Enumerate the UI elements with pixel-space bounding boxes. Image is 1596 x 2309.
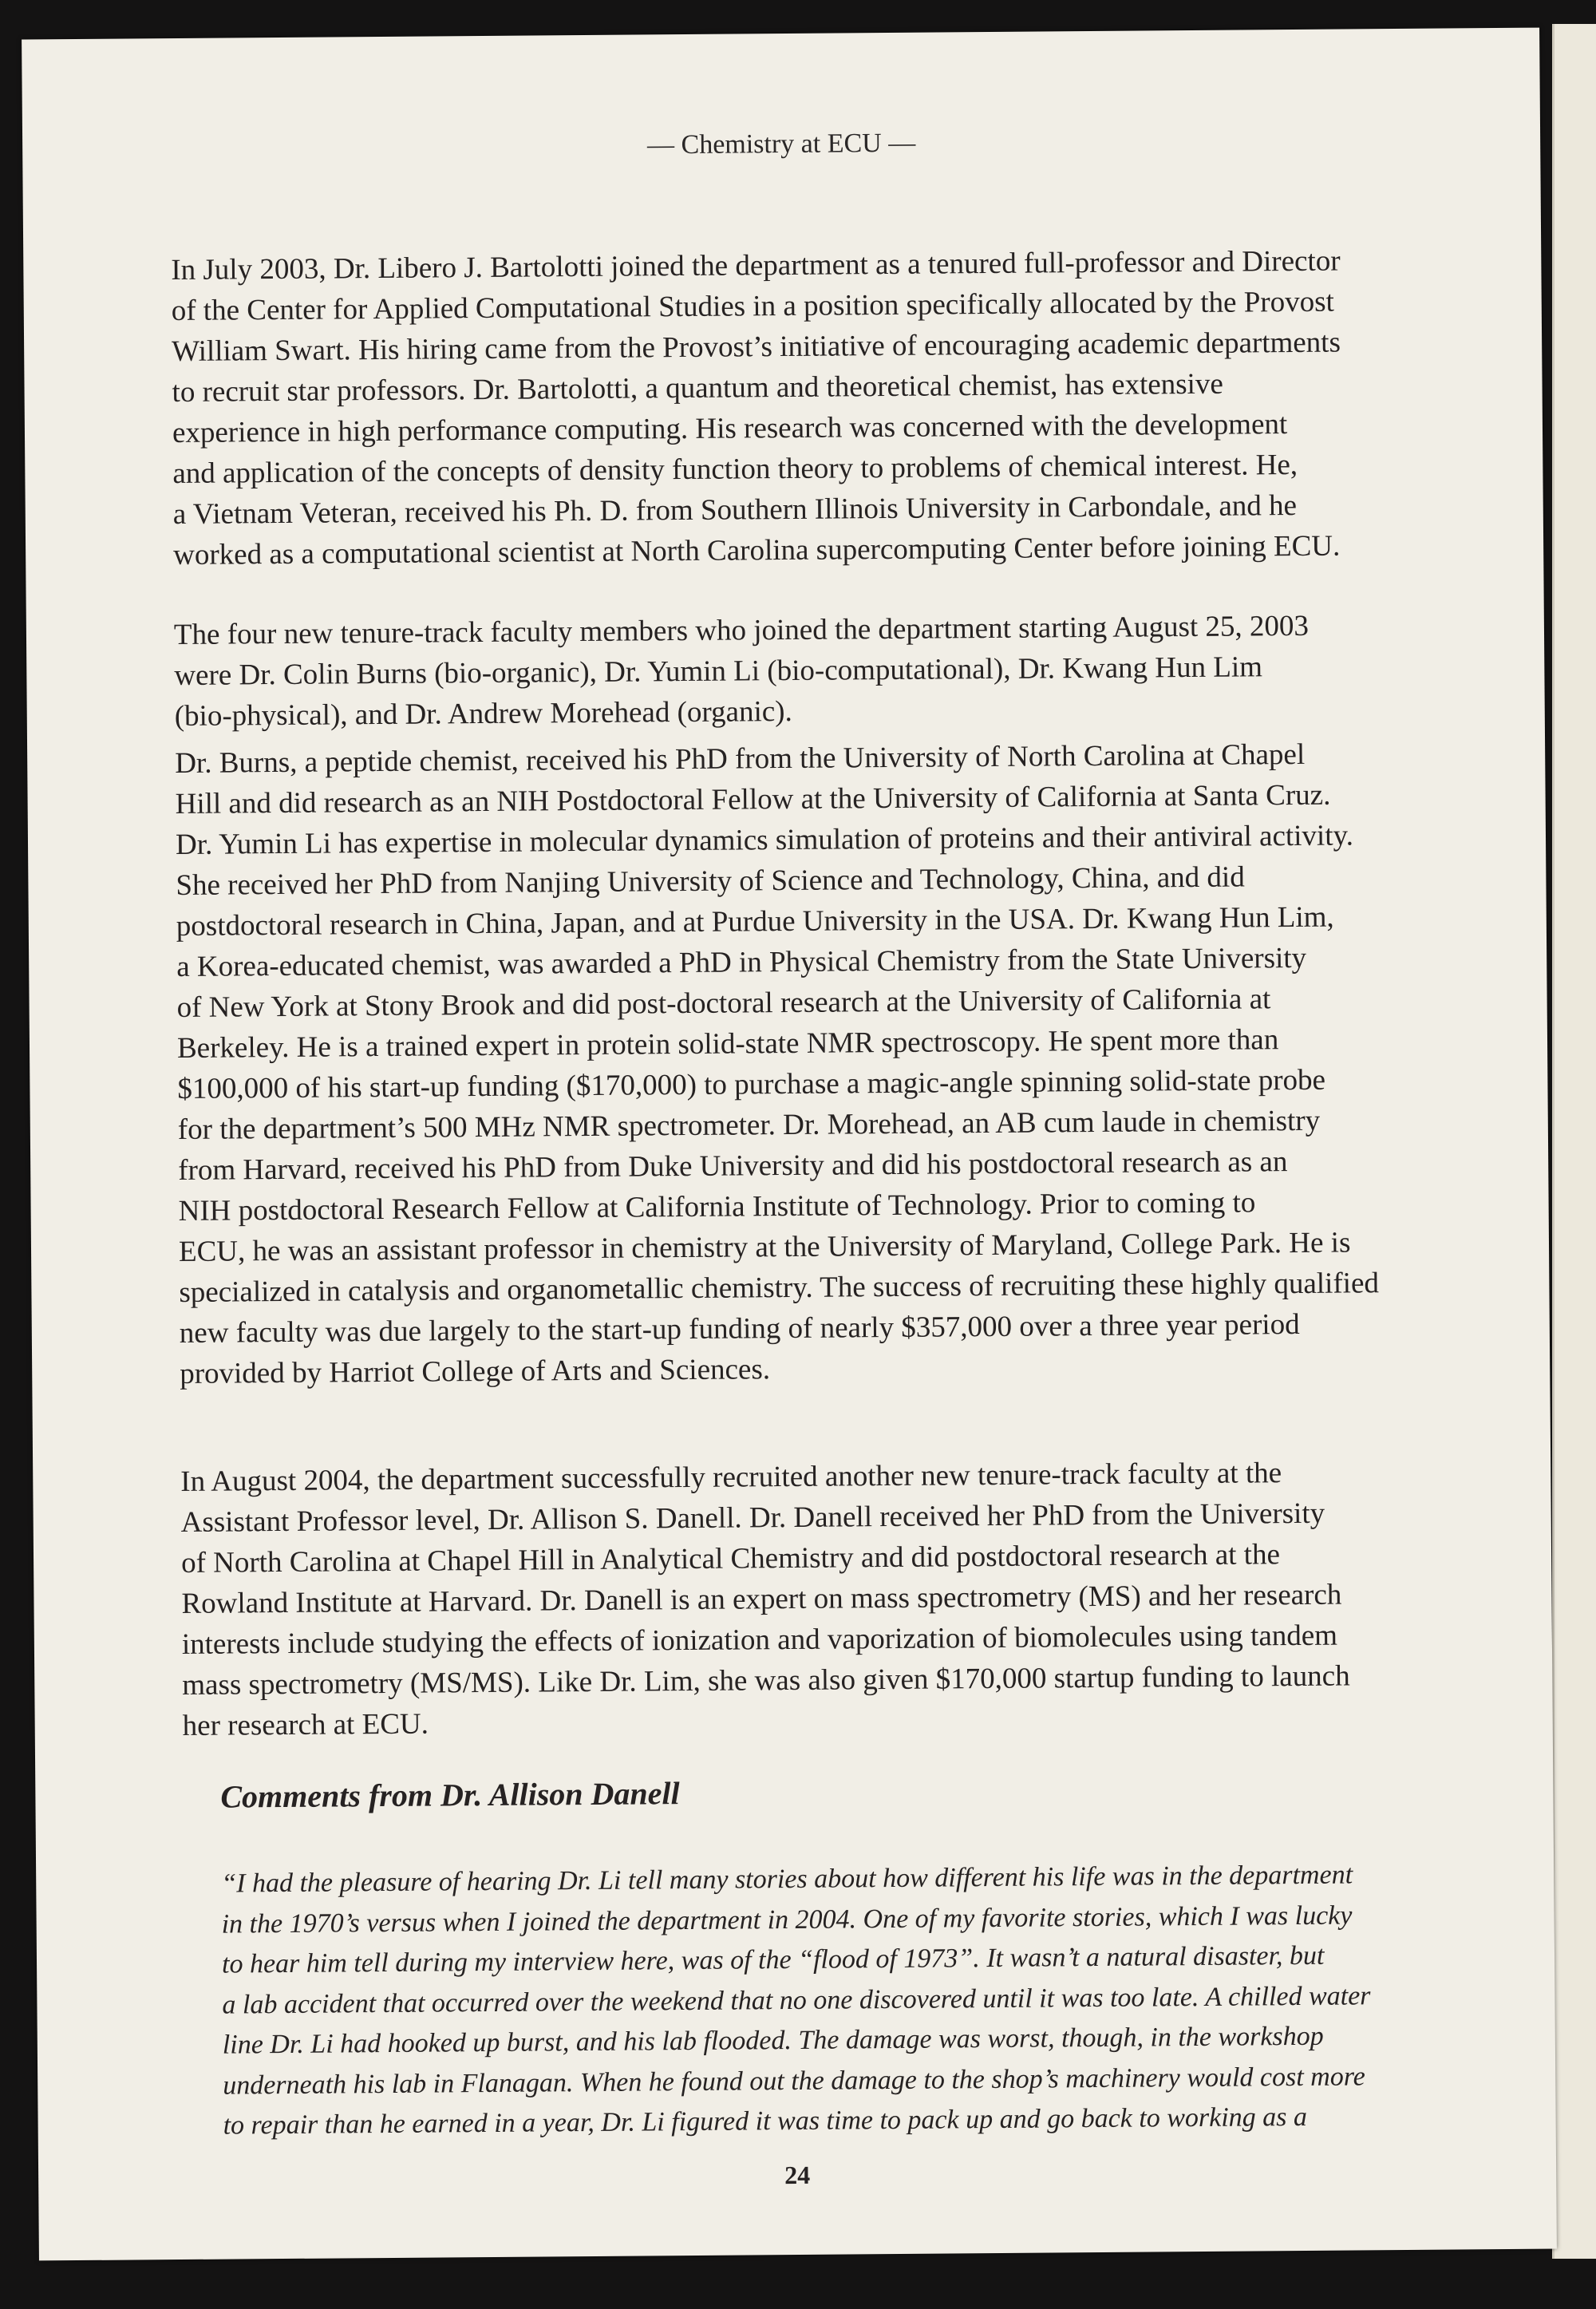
section-heading: Comments from Dr. Allison Danell xyxy=(220,1775,680,1815)
text-line: line Dr. Li had hooked up burst, and his lab flooded. The damage was worst, though, in the workshop xyxy=(222,2021,1324,2060)
text-line: her research at ECU. xyxy=(182,1707,429,1742)
text-line: worked as a computational scientist at North Carolina supercomputing Center before joining ECU. xyxy=(173,529,1341,572)
text-line: of North Carolina at Chapel Hill in Analytical Chemistry and did postdoctoral research at the xyxy=(180,1538,1281,1580)
paragraph-faculty-bios xyxy=(175,733,1552,1394)
text-line: Hill and did research as an NIH Postdoctoral Fellow at the University of California at Santa Cruz. xyxy=(175,778,1331,821)
text-line: were Dr. Colin Burns (bio-organic), Dr. Yumin Li (bio-computational), Dr. Kwang Hun Lim xyxy=(174,650,1263,693)
text-line: NIH postdoctoral Research Fellow at California Institute of Technology. Prior to coming to xyxy=(178,1186,1256,1228)
text-line: ECU, he was an assistant professor in chemistry at the University of Maryland, College Park. He is xyxy=(178,1226,1351,1269)
text-line: Assistant Professor level, Dr. Allison S. Danell. Dr. Danell received her PhD from the University xyxy=(180,1497,1325,1540)
document-page xyxy=(22,28,1557,2261)
text-line: of the Center for Applied Computational Studies in a position specifically allocated by the Provost xyxy=(171,285,1335,328)
text-line: to repair than he earned in a year, Dr. Li figured it was time to pack up and go back to working as a xyxy=(223,2101,1308,2141)
text-line: a Korea-educated chemist, was awarded a PhD in Physical Chemistry from the State University xyxy=(176,941,1307,984)
paragraph-danell xyxy=(180,1450,1555,1746)
paragraph-bartolotti xyxy=(171,239,1546,575)
text-line: She received her PhD from Nanjing University of Science and Technology, China, and did xyxy=(176,860,1245,903)
text-line: provided by Harriot College of Arts and Sciences. xyxy=(180,1353,771,1391)
paragraph-new-faculty xyxy=(174,604,1547,737)
text-line: Dr. Yumin Li has expertise in molecular dynamics simulation of proteins and their antiviral activity. xyxy=(175,819,1354,862)
text-line: In July 2003, Dr. Libero J. Bartolotti joined the department as a tenured full-professor and Director xyxy=(171,244,1341,287)
text-line: interests include studying the effects of ionization and vaporization of biomolecules using tandem xyxy=(181,1619,1338,1661)
quote-danell xyxy=(221,1853,1596,2146)
text-line: Dr. Burns, a peptide chemist, received his PhD from the University of North Carolina at Chapel xyxy=(175,737,1306,781)
text-line: (bio-physical), and Dr. Andrew Morehead (organic). xyxy=(174,694,792,733)
text-line: Berkeley. He is a trained expert in protein solid-state NMR spectroscopy. He spent more than xyxy=(176,1023,1279,1066)
running-header: — Chemistry at ECU — xyxy=(646,128,916,160)
text-line: from Harvard, received his PhD from Duke University and did his postdoctoral research as an xyxy=(178,1145,1288,1188)
page-number: 24 xyxy=(784,2160,811,2190)
text-line: in the 1970’s versus when I joined the department in 2004. One of my favorite stories, which I was lucky xyxy=(221,1900,1353,1939)
text-line: experience in high performance computing. His research was concerned with the development xyxy=(172,408,1288,450)
text-line: new faculty was due largely to the start-up funding of nearly $357,000 over a three year period xyxy=(179,1307,1300,1350)
text-line: specialized in catalysis and organometallic chemistry. The success of recruiting these highly qualified xyxy=(179,1267,1380,1310)
text-line: a Vietnam Veteran, received his Ph. D. from Southern Illinois University in Carbondale, and he xyxy=(172,488,1298,532)
text-line: for the department’s 500 MHz NMR spectrometer. Dr. Morehead, an AB cum laude in chemistry xyxy=(177,1104,1321,1147)
text-line: “I had the pleasure of hearing Dr. Li tell many stories about how different his life was in the department xyxy=(221,1860,1353,1899)
text-line: to hear him tell during my interview here, was of the “flood of 1973”. It wasn’t a natural disaster, but xyxy=(221,1940,1325,1979)
text-line: a lab accident that occurred over the weekend that no one discovered until it was too late. A chilled water xyxy=(222,1980,1371,2020)
text-line: Rowland Institute at Harvard. Dr. Danell is an expert on mass spectrometry (MS) and her research xyxy=(181,1578,1342,1620)
text-line: underneath his lab in Flanagan. When he found out the damage to the shop’s machinery would cost more xyxy=(223,2061,1365,2101)
text-line: mass spectrometry (MS/MS). Like Dr. Lim, she was also given $170,000 startup funding to launch xyxy=(182,1659,1350,1702)
text-line: and application of the concepts of density function theory to problems of chemical interest. He, xyxy=(172,448,1298,491)
text-line: In August 2004, the department successfully recruited another new tenure-track faculty at the xyxy=(180,1457,1282,1499)
text-line: of New York at Stony Brook and did post-doctoral research at the University of California at xyxy=(176,983,1271,1025)
text-line: William Swart. His hiring came from the Provost’s initiative of encouraging academic departments xyxy=(172,326,1341,369)
text-line: The four new tenure-track faculty members who joined the department starting August 25, 2003 xyxy=(173,609,1310,652)
text-line: $100,000 of his start-up funding ($170,000) to purchase a magic-angle spinning solid-state probe xyxy=(177,1063,1326,1106)
text-line: postdoctoral research in China, Japan, and at Purdue University in the USA. Dr. Kwang Hun Lim, xyxy=(176,900,1334,943)
text-line: to recruit star professors. Dr. Bartolotti, a quantum and theoretical chemist, has extensive xyxy=(172,367,1223,409)
